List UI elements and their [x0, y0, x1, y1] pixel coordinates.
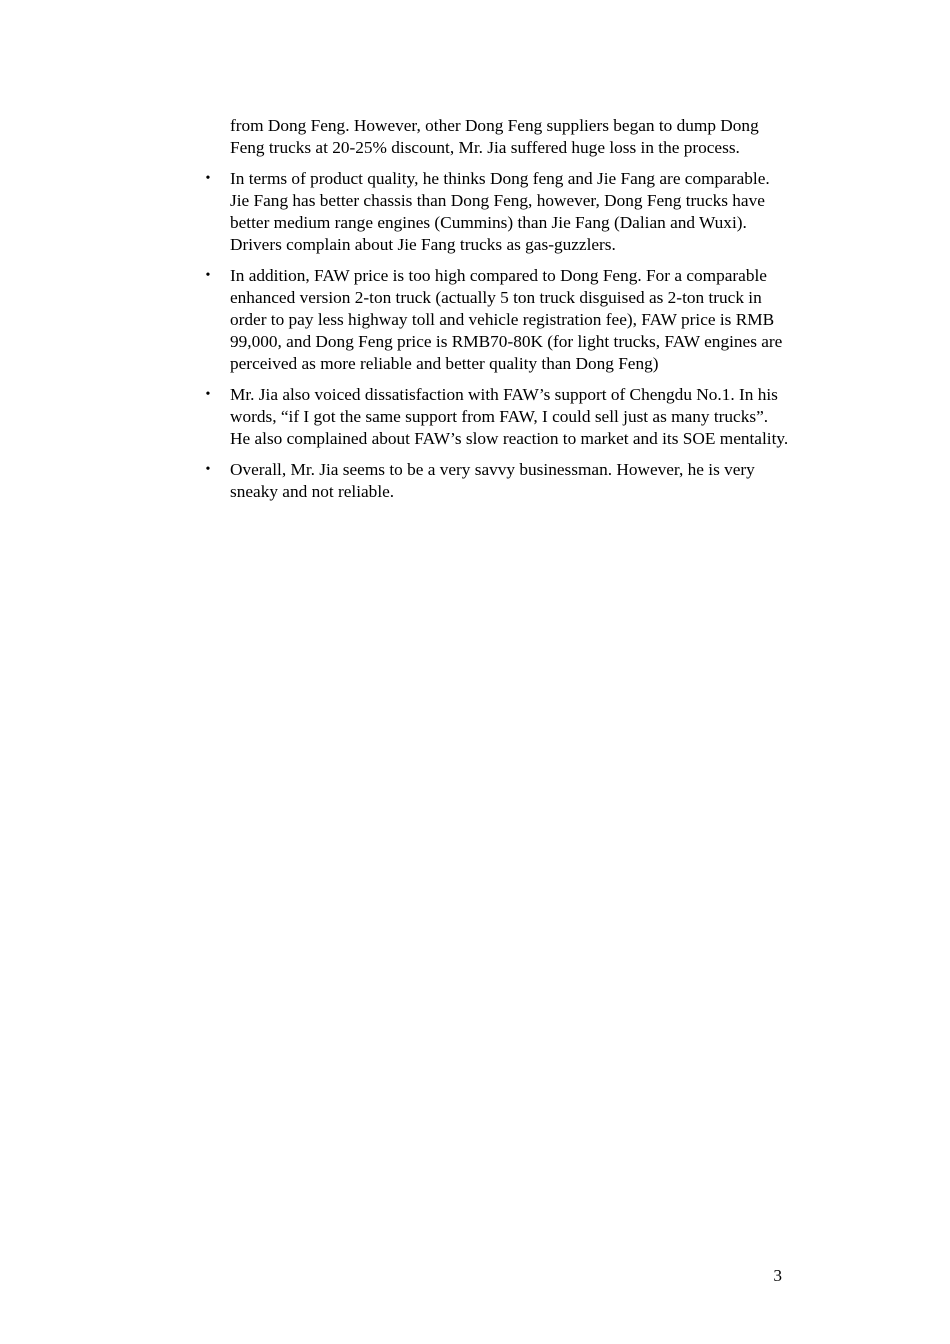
continuation-paragraph: from Dong Feng. However, other Dong Feng suppliers began to dump Dong Feng trucks at 20-25% discount, Mr. Jia suffered huge loss in the process.	[230, 116, 759, 157]
bullet-item-dissatisfaction	[205, 384, 790, 450]
bullet-item-overall	[205, 459, 790, 503]
bullet-icon: •	[205, 268, 211, 283]
bullet-icon: •	[205, 387, 211, 402]
page-number: 3	[773, 1266, 782, 1285]
bullet-text: Mr. Jia also voiced dissatisfaction with FAW’s support of Chengdu No.1. In his words, “if I got the same support from FAW, I could sell just as many trucks”. He also complained about FAW’s slow reaction to market and its SOE mentality.	[230, 385, 789, 448]
bullet-text: Overall, Mr. Jia seems to be a very savvy businessman. However, he is very sneaky and not reliable.	[230, 460, 755, 501]
bullet-item-faw-price	[205, 265, 790, 375]
bullet-icon: •	[205, 462, 211, 477]
bullet-item-product-quality	[205, 168, 790, 256]
bullet-text: In terms of product quality, he thinks Dong feng and Jie Fang are comparable. Jie Fang has better chassis than Dong Feng, however, Dong Feng trucks have better medium range engines (Cummins) than Jie Fang (Dalian and Wuxi). Drivers complain about Jie Fang trucks as gas-guzzlers.	[230, 169, 770, 254]
bullet-icon: •	[205, 171, 211, 186]
document-body	[205, 115, 790, 512]
bullet-text: In addition, FAW price is too high compared to Dong Feng. For a comparable enhanced version 2-ton truck (actually 5 ton truck disguised as 2-ton truck in order to pay less highway toll and vehicle registration fee), FAW price is RMB 99,000, and Dong Feng price is RMB70-80K (for light trucks, FAW engines are perceived as more reliable and better quality than Dong Feng)	[230, 266, 783, 373]
